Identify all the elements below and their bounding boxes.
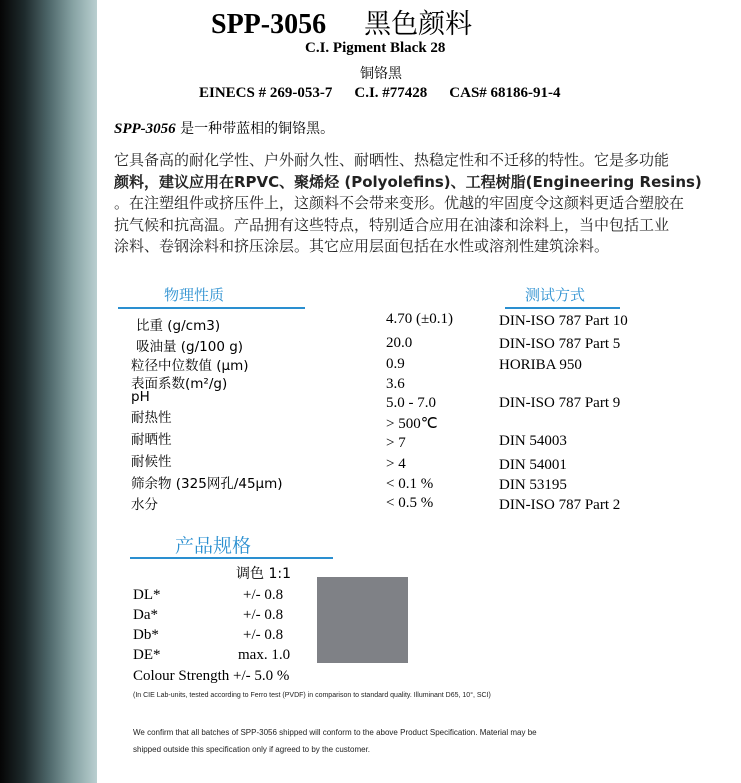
description: [114, 150, 726, 258]
property-value: < 0.5 %: [386, 495, 434, 511]
property-value: 5.0 - 7.0: [386, 395, 436, 411]
confirmation-line: shipped outside this specification only if agreed to by the customer.: [133, 745, 371, 754]
colour-strength: Colour Strength +/- 5.0 %: [133, 668, 290, 684]
properties-heading: 物理性质: [164, 286, 225, 304]
property-label: 粒径中位数值 (μm): [131, 358, 249, 374]
ci-number: C.I. #77428: [354, 85, 428, 101]
decorative-sidebar: [0, 0, 97, 783]
spec-value: +/- 0.8: [243, 587, 284, 603]
tint-ratio: 调色 1:1: [236, 566, 291, 582]
title-cn: 黑色颜料: [364, 9, 473, 40]
test-method: HORIBA 950: [499, 357, 582, 373]
spec-value: +/- 0.8: [243, 627, 284, 643]
methods-rule: [505, 307, 620, 309]
spec-value: max. 1.0: [238, 647, 291, 663]
spec-label: DE*: [133, 647, 161, 663]
property-label: 耐晒性: [131, 432, 172, 448]
property-label: 水分: [131, 497, 158, 513]
property-value: 4.70 (±0.1): [386, 311, 453, 327]
property-value: < 0.1 %: [386, 476, 434, 492]
description-line: 。在注塑组件或挤压件上，这颜料不会带来变形。优越的牢固度令这颜料更适合塑胶在: [114, 194, 685, 212]
property-label: 比重 (g/cm3): [136, 318, 221, 334]
cas-number: CAS# 68186-91-4: [449, 85, 561, 101]
property-value: > 500℃: [386, 416, 438, 432]
description-line: 抗气候和抗高温。产品拥有这些特点，特别适合应用在油漆和涂料上，当中包括工业: [114, 215, 670, 234]
property-value: > 4: [386, 456, 406, 472]
colour-swatch: [317, 577, 408, 663]
specification-heading: 产品规格: [175, 535, 252, 557]
property-label: 耐热性: [131, 410, 172, 426]
product-code: SPP-3056: [211, 9, 327, 40]
spec-label: Da*: [133, 607, 158, 623]
page-title: [211, 2, 472, 41]
description-line: 颜料，建议应用在RPVC、聚烯烃 (Polyolefins)、工程树脂(Engineering Resins): [114, 172, 702, 191]
description-line: 它具备高的耐化学性、户外耐久性、耐晒性、热稳定性和不迁移的特性。它是多功能: [114, 151, 670, 169]
pigment-name: C.I. Pigment Black 28: [305, 40, 446, 56]
description-line: 涂料、卷钢涂料和挤压涂层。其它应用层面包括在水性或溶剂性建筑涂料。: [114, 237, 610, 255]
test-method: DIN-ISO 787 Part 5: [499, 336, 621, 352]
property-label: 耐候性: [131, 454, 172, 470]
property-value: 0.9: [386, 356, 405, 372]
footnote: (In CIE Lab-units, tested according to Ferro test (PVDF) in comparison to standard quality. Illuminant D65, 10°, SCI): [133, 692, 491, 699]
property-label: pH: [131, 389, 150, 405]
test-method: DIN-ISO 787 Part 9: [499, 395, 621, 411]
intro-line: [114, 118, 334, 138]
test-method: DIN 54001: [499, 457, 567, 473]
methods-heading: 测试方式: [525, 286, 586, 304]
intro-text: 是一种带蓝相的铜铬黑。: [180, 121, 335, 137]
confirmation-line: We confirm that all batches of SPP-3056 shipped will conform to the above Product Specification. Material may be: [133, 728, 537, 737]
test-method: DIN-ISO 787 Part 10: [499, 313, 628, 329]
spec-label: Db*: [133, 627, 159, 643]
spec-value: +/- 0.8: [243, 607, 284, 623]
intro-product: SPP-3056: [114, 121, 176, 137]
spec-label: DL*: [133, 587, 161, 603]
property-label: 吸油量 (g/100 g): [136, 339, 244, 355]
einecs-number: EINECS # 269-053-7: [199, 85, 333, 101]
test-method: DIN 53195: [499, 477, 567, 493]
specification-rule: [130, 557, 333, 559]
identifiers: [199, 85, 561, 102]
property-label: 筛余物 (325网孔/45μm): [131, 476, 283, 492]
property-value: > 7: [386, 435, 406, 451]
properties-rule: [118, 307, 305, 309]
test-method: DIN 54003: [499, 433, 567, 449]
property-label: 表面系数(m²/g): [131, 376, 228, 392]
test-method: DIN-ISO 787 Part 2: [499, 497, 621, 513]
property-value: 3.6: [386, 376, 405, 392]
pigment-name-cn: 铜铬黑: [360, 66, 402, 82]
property-value: 20.0: [386, 335, 413, 351]
